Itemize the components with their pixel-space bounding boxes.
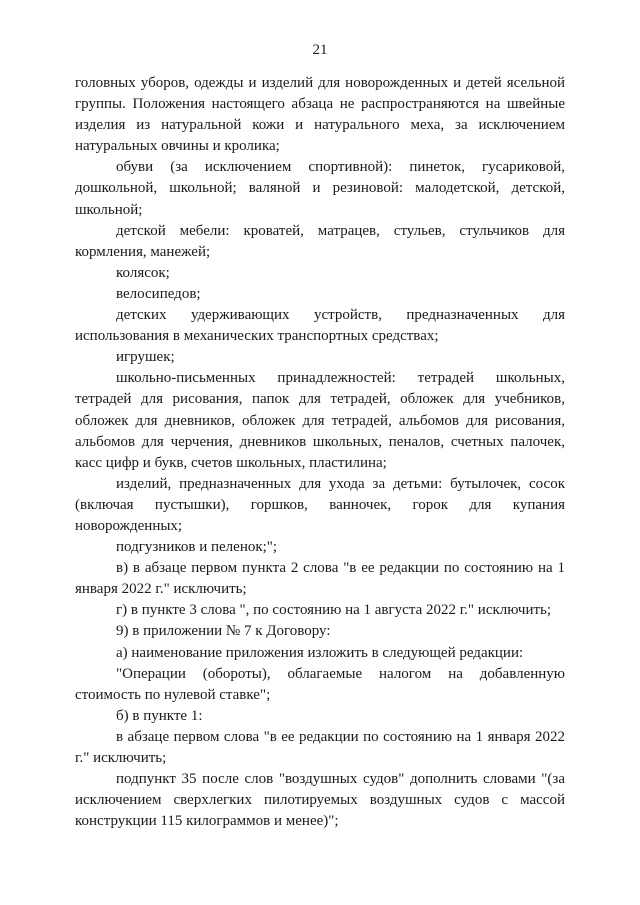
paragraph: головных уборов, одежды и изделий для новорожденных и детей ясельной группы. Положения настоящего абзаца не распространяются на швейные изделия из натуральной кожи и натурального меха, за исключением натуральных овчины и кролика; xyxy=(75,75,565,155)
paragraph: б) в пункте 1: xyxy=(116,707,203,724)
paragraph: изделий, предназначенных для ухода за детьми: бутылочек, сосок (включая пустышки), горшков, ванночек, горок для купания новорожденных; xyxy=(75,475,565,534)
paragraph: игрушек; xyxy=(116,349,175,366)
paragraph: обуви (за исключением спортивной): пинеток, гусариковой, дошкольной, школьной; валяной и резиновой: малодетской, детской, школьной; xyxy=(75,159,565,218)
paragraph: велосипедов; xyxy=(116,285,201,302)
paragraph: детских удерживающих устройств, предназначенных для использования в механических транспортных средствах; xyxy=(75,307,565,345)
paragraph: 9) в приложении № 7 к Договору: xyxy=(116,623,331,640)
paragraph: подгузников и пеленок;"; xyxy=(116,539,278,556)
paragraph: "Операции (обороты), облагаемые налогом на добавленную стоимость по нулевой ставке"; xyxy=(75,665,565,703)
paragraph: детской мебели: кроватей, матрацев, стульев, стульчиков для кормления, манежей; xyxy=(75,222,565,260)
paragraph: в абзаце первом слова "в ее редакции по состоянию на 1 января 2022 г." исключить; xyxy=(75,728,565,766)
paragraph: г) в пункте 3 слова ", по состоянию на 1 августа 2022 г." исключить; xyxy=(116,602,552,619)
document-body xyxy=(75,73,565,832)
paragraph: подпункт 35 после слов "воздушных судов" дополнить словами "(за исключением сверхлегких пилотируемых воздушных судов с массой конструкции 115 килограммов и менее)"; xyxy=(75,771,565,830)
page-number: 21 xyxy=(312,42,328,58)
paragraph: школьно-письменных принадлежностей: тетрадей школьных, тетрадей для рисования, папок для тетрадей, обложек для учебников, обложек для дневников, обложек для тетрадей, альбомов для рисования, альбомов для черчения, дневников школьных, пеналов, счетных палочек, касс цифр и букв, счетов школьных, пластилина; xyxy=(75,370,565,471)
paragraph: а) наименование приложения изложить в следующей редакции: xyxy=(116,644,524,661)
paragraph: колясок; xyxy=(116,264,170,281)
paragraph: в) в абзаце первом пункта 2 слова "в ее редакции по состоянию на 1 января 2022 г." исключить; xyxy=(75,560,565,598)
